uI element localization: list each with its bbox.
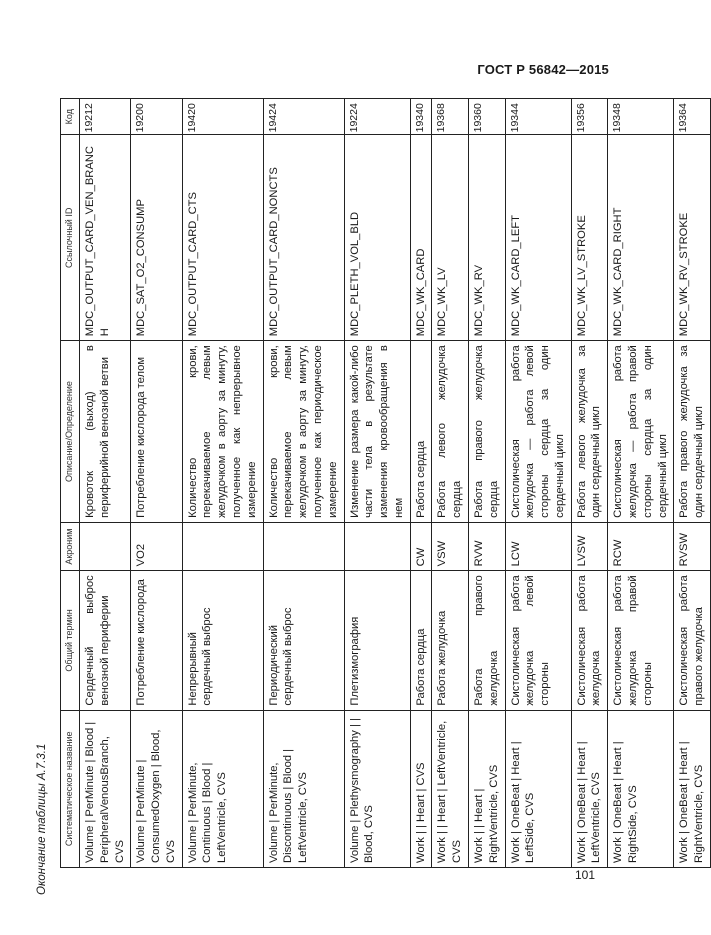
cell-description: Потребление кислорода телом [131, 341, 182, 523]
table-row [344, 99, 410, 868]
cell-systematic-name: Work | | Heart | CVS [410, 710, 432, 867]
cell-description: Систолическая работа желудочка — работа правой стороны сердца за один сердечный цикл [608, 341, 674, 523]
cell-acronym: RVSW [674, 522, 711, 570]
table-body [80, 99, 711, 868]
document-header: ГОСТ Р 56842—2015 [477, 62, 609, 77]
cell-description: Работа правого желудочка сердца [468, 341, 505, 523]
cell-code: 19368 [432, 99, 469, 135]
cell-reference-id: MDC_SAT_O2_CONSUMP [131, 135, 182, 341]
cell-systematic-name: Volume | Plethysmography | | Blood, CVS [344, 710, 410, 867]
cell-acronym [80, 522, 131, 570]
table-row [131, 99, 182, 868]
cell-reference-id: MDC_WK_LV [432, 135, 469, 341]
table-row [263, 99, 344, 868]
cell-code: 19360 [468, 99, 505, 135]
table-row [505, 99, 571, 868]
cell-reference-id: MDC_OUTPUT_CARD_CTS [182, 135, 263, 341]
cell-systematic-name: Volume | PerMinute | Blood | PeripheralVenousBranch, CVS [80, 710, 131, 867]
cell-acronym [344, 522, 410, 570]
cell-description: Работа левого желудочка за один сердечный цикл [571, 341, 608, 523]
column-header-description: Описание/Определение [61, 341, 80, 523]
cell-systematic-name: Work | OneBeat | Heart | LeftSide, CVS [505, 710, 571, 867]
cell-acronym: VO2 [131, 522, 182, 570]
cell-code: 19420 [182, 99, 263, 135]
table-header-row [61, 99, 80, 868]
cell-description: Количество крови, перекачиваемое левым желудочком в аорту за минуту, полученное как периодическое измерение [263, 341, 344, 523]
cell-code: 19348 [608, 99, 674, 135]
cell-code: 19424 [263, 99, 344, 135]
table-row [674, 99, 711, 868]
cell-reference-id: MDC_OUTPUT_CARD_VEN_BRANCH [80, 135, 131, 341]
cell-acronym: RVW [468, 522, 505, 570]
cell-common-term: Сердечный выброс венозной периферии [80, 571, 131, 710]
cell-common-term: Работа правого желудочка [468, 571, 505, 710]
table-row [410, 99, 432, 868]
cell-acronym: CW [410, 522, 432, 570]
cell-common-term: Периодический сердечный выброс [263, 571, 344, 710]
cell-description: Изменение размера какой-либо части тела в результате изменения кровообращения в нем [344, 341, 410, 523]
table-row [432, 99, 469, 868]
cell-common-term: Плетизмография [344, 571, 410, 710]
cell-systematic-name: Work | OneBeat | Heart | RightSide, CVS [608, 710, 674, 867]
cell-description: Работа правого желудочка за один сердечный цикл [674, 341, 711, 523]
cell-reference-id: MDC_WK_RV_STROKE [674, 135, 711, 341]
cell-systematic-name: Volume | PerMinute | ConsumedOxygen | Blood, CVS [131, 710, 182, 867]
cell-acronym [182, 522, 263, 570]
table-row [80, 99, 131, 868]
cell-code: 19224 [344, 99, 410, 135]
cell-acronym: VSW [432, 522, 469, 570]
table-container [60, 98, 706, 868]
cell-common-term: Работа сердца [410, 571, 432, 710]
cell-code: 19356 [571, 99, 608, 135]
cell-systematic-name: Work | | Heart | RightVentricle, CVS [468, 710, 505, 867]
cell-acronym: LCW [505, 522, 571, 570]
cell-reference-id: MDC_WK_LV_STROKE [571, 135, 608, 341]
table-row [608, 99, 674, 868]
cell-description: Работа сердца [410, 341, 432, 523]
cell-common-term: Потребление кислорода [131, 571, 182, 710]
cell-code: 19212 [80, 99, 131, 135]
column-header-reference-id: Ссылочный ID [61, 135, 80, 341]
page-number: 101 [575, 868, 596, 882]
table-row [571, 99, 608, 868]
cell-reference-id: MDC_WK_CARD [410, 135, 432, 341]
column-header-common-term: Общий термин [61, 571, 80, 710]
column-header-systematic-name: Систематическое название [61, 710, 80, 867]
cell-description: Работа левого желудочка сердца [432, 341, 469, 523]
cell-reference-id: MDC_WK_CARD_LEFT [505, 135, 571, 341]
cell-systematic-name: Volume | PerMinute, Discontinuous | Blood | LeftVentricle, CVS [263, 710, 344, 867]
cell-code: 19344 [505, 99, 571, 135]
table-row [182, 99, 263, 868]
cell-common-term: Систолическая работа желудочка левой стороны [505, 571, 571, 710]
table-row [468, 99, 505, 868]
cell-description: Количество крови, перекачиваемое левым желудочком в аорту за минуту, полученное как непрерывное измерение [182, 341, 263, 523]
cell-systematic-name: Volume | PerMinute, Continuous | Blood | LeftVentricle, CVS [182, 710, 263, 867]
cell-systematic-name: Work | OneBeat | Heart | RightVentricle, CVS [674, 710, 711, 867]
cell-acronym [263, 522, 344, 570]
cell-common-term: Работа желудочка [432, 571, 469, 710]
cell-reference-id: MDC_WK_CARD_RIGHT [608, 135, 674, 341]
cell-common-term: Систолическая работа желудочка правой стороны [608, 571, 674, 710]
column-header-code: Код [61, 99, 80, 135]
cell-common-term: Систолическая работа правого желудочка [674, 571, 711, 710]
cell-description: Систолическая работа желудочка — работа левой стороны сердца за один сердечный цикл [505, 341, 571, 523]
table-caption: Окончание таблицы А.7.3.1 [36, 743, 48, 895]
cell-acronym: RCW [608, 522, 674, 570]
cell-common-term: Систолическая работа желудочка [571, 571, 608, 710]
cell-reference-id: MDC_OUTPUT_CARD_NONCTS [263, 135, 344, 341]
cell-reference-id: MDC_PLETH_VOL_BLD [344, 135, 410, 341]
cell-description: Кровоток (выход) в периферийной венозной ветви [80, 341, 131, 523]
cell-common-term: Непрерывный сердечный выброс [182, 571, 263, 710]
cell-reference-id: MDC_WK_RV [468, 135, 505, 341]
cell-systematic-name: Work | OneBeat | Heart | LeftVentricle, CVS [571, 710, 608, 867]
cell-code: 19340 [410, 99, 432, 135]
column-header-acronym: Акроним [61, 522, 80, 570]
cell-code: 19200 [131, 99, 182, 135]
terms-table [60, 98, 711, 868]
cell-code: 19364 [674, 99, 711, 135]
cell-systematic-name: Work | | Heart | LeftVentricle, CVS [432, 710, 469, 867]
cell-acronym: LVSW [571, 522, 608, 570]
